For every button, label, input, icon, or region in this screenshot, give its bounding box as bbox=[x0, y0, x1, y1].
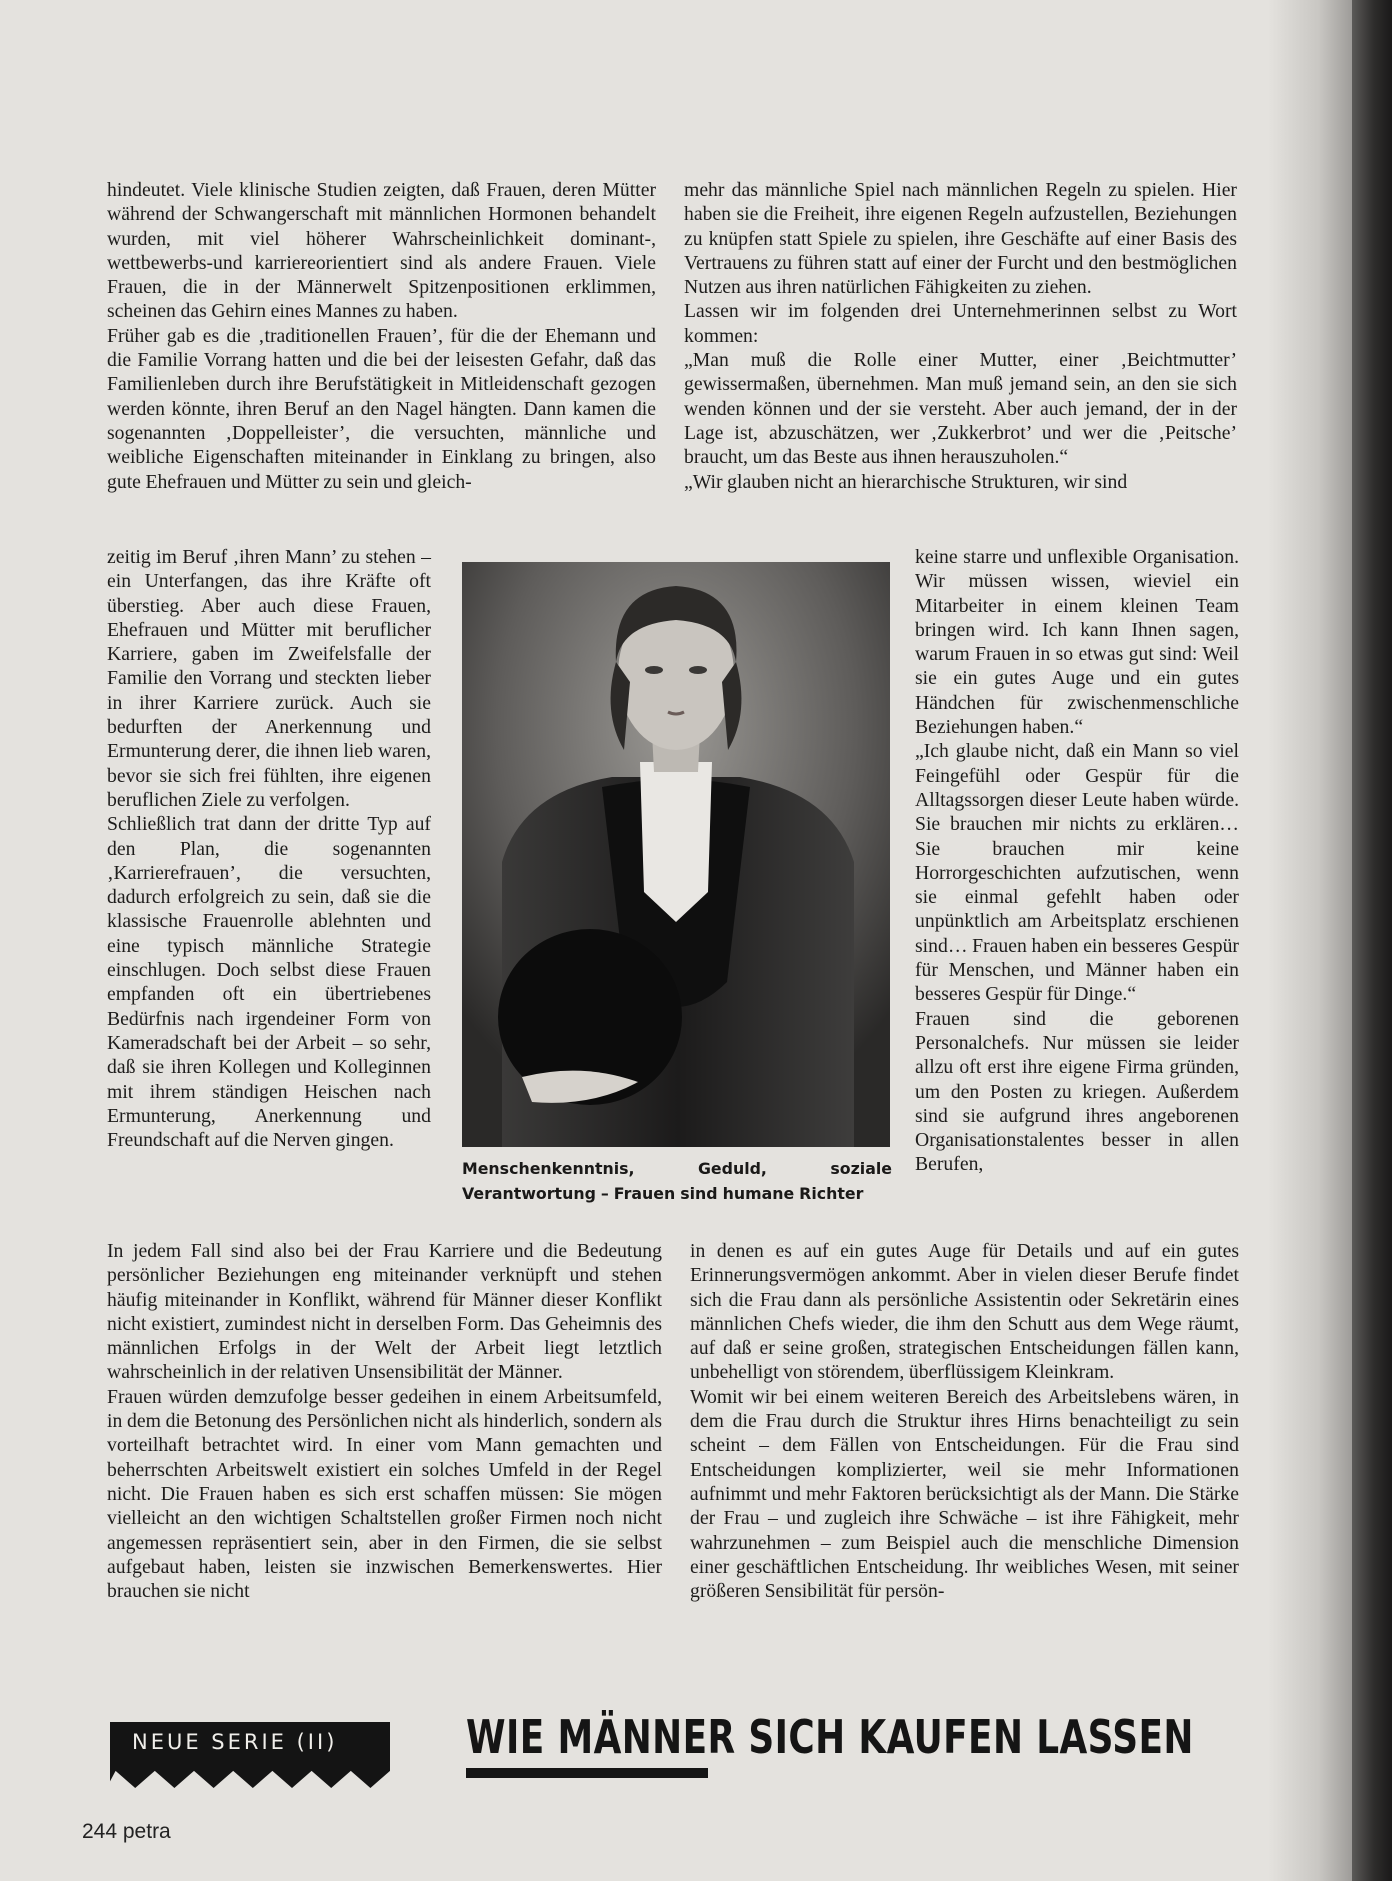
judge-portrait-illustration bbox=[462, 562, 890, 1147]
paragraph: hindeutet. Viele klinische Studien zeigten, daß Frauen, deren Mütter während der Schwangerschaft mit männlichen Hormonen behandelt wurden, mit viel höherer Wahrscheinlichkeit dominant-, wettbewerbs-und karriereorientiert sind als andere Frauen. Viele Frauen, die in der Männerwelt Spitzenpositionen erklimmen, scheinen das Gehirn eines Mannes zu haben. bbox=[107, 179, 656, 323]
paragraph: „Wir glauben nicht an hierarchische Strukturen, wir sind bbox=[684, 470, 1128, 493]
paragraph: „Man muß die Rolle einer Mutter, einer ‚Beichtmutter’ gewissermaßen, übernehmen. Man muß jemand sein, an den sie sich wenden können und der sie versteht. Aber auch jemand, der in der Lage ist, abzuschätzen, wer ‚Zukkerbrot’ und wer die ‚Peitsche’ braucht, um das Beste aus ihnen herauszuholen.“ bbox=[684, 349, 1237, 469]
paragraph: Womit wir bei einem weiteren Bereich des Arbeitslebens wären, in dem die Frau durch die Struktur ihres Hirns benachteiligt zu sein scheint – dem Fällen von Entscheidungen. Für die Frau sind Entscheidungen komplizierter, weil sie mehr Informationen aufnimmt und mehr Faktoren berücksichtigt als der Mann. Die Stärke der Frau – und zugleich ihre Schwäche – ist ihre Fähigkeit, mehr wahrzunehmen – zum Beispiel auch die menschliche Dimension einer geschäftlichen Entscheidung. Ihr weibliches Wesen, mit seiner größeren Sensibilität für persön- bbox=[690, 1385, 1239, 1603]
book-spine bbox=[1352, 0, 1392, 1881]
photo-caption: Menschenkenntnis, Geduld, soziale Verantwortung – Frauen sind humane Richter bbox=[462, 1159, 892, 1203]
portrait-photo bbox=[462, 562, 890, 1147]
show-through-text bbox=[1282, 230, 1342, 1630]
paragraph: mehr das männliche Spiel nach männlichen Regeln zu spielen. Hier haben sie die Freiheit, ihre eigenen Regeln aufzustellen, Beziehungen zu knüpfen statt Spiele zu spielen, ihre Geschäfte auf einer Basis des Vertrauens zu führen statt auf einer der Furcht und den bestmöglichen Nutzen aus ihren natürlichen Fähigkeiten zu ziehen. bbox=[684, 179, 1237, 299]
headline-underline bbox=[466, 1768, 708, 1778]
paragraph: Früher gab es die ‚traditionellen Frauen’, für die der Ehemann und die Familie Vorrang hatten und die bei der leisesten Gefahr, daß das Familienleben durch ihre Berufstätigkeit in Mitleidenschaft gezogen werden könnte, ihren Beruf an den Nagel hängten. Dann kamen die sogenannten ‚Doppelleister’, die versuchten, männliche und weibliche Eigenschaften miteinander in Einklang zu bringen, also gute Ehefrauen und Mütter zu sein und gleich- bbox=[107, 324, 656, 493]
left-column-narrow bbox=[107, 545, 431, 1152]
paragraph: Frauen sind die geborenen Personalchefs. Nur müssen sie leider allzu oft erst ihre eigene Firma gründen, um den Posten zu kriegen. Außerdem sind sie aufgrund ihres angeborenen Organisationstalentes besser in allen Berufen, bbox=[915, 1007, 1239, 1176]
paragraph: keine starre und unflexible Organisation. Wir müssen wissen, wieviel ein Mitarbeiter in einem kleinen Team bringen wird. Ich kann Ihnen sagen, warum Frauen in so etwas gut sind: Weil sie ein gutes Auge und ein gutes Händchen für zwischenmenschliche Beziehungen haben.“ bbox=[915, 546, 1239, 739]
paragraph: in denen es auf ein gutes Auge für Details und auf ein gutes Erinnerungsvermögen ankommt. Aber in vielen dieser Berufe findet sich die Frau dann als persönliche Assistentin oder Sekretärin eines männlichen Chefs wieder, die ihm den Schutt aus dem Wege räumt, auf daß er seine großen, strategischen Entscheidungen fällen kann, unbehelligt von störendem, überflüssigem Kleinkram. bbox=[690, 1240, 1239, 1384]
paragraph: Lassen wir im folgenden drei Unternehmerinnen selbst zu Wort kommen: bbox=[684, 300, 1237, 347]
paragraph: „Ich glaube nicht, daß ein Mann so viel Feingefühl oder Gespür für die Alltagssorgen dieser Leute haben würde. Sie brauchen mir nichts zu erklären… Sie brauchen mir keine Horrorgeschichten aufzutischen, wenn sie einmal gefehlt haben oder unpünktlich am Arbeitsplatz erschienen sind… Frauen haben ein besseres Gespür für Menschen, und Männer haben ein besseres Gespür für Dinge.“ bbox=[915, 740, 1239, 1006]
right-column-top bbox=[684, 178, 1237, 494]
right-column-narrow bbox=[915, 545, 1239, 1177]
left-column-top bbox=[107, 178, 656, 494]
series-headline: WIE MÄNNER SICH KAUFEN LASSEN bbox=[466, 1710, 1194, 1764]
right-column-bottom bbox=[690, 1239, 1239, 1603]
left-column-bottom bbox=[107, 1239, 662, 1603]
paragraph: Schließlich trat dann der dritte Typ auf den Plan, die sogenannten ‚Karrierefrauen’, die versuchten, dadurch erfolgreich zu sein, daß sie die klassische Frauenrolle ablehnten und eine typisch männliche Strategie einschlugen. Doch selbst diese Frauen empfanden oft ein übertriebenes Bedürfnis nach irgendeiner Form von Kameradschaft bei der Arbeit – so sehr, daß sie ihren Kollegen und Kolleginnen mit ihrem ständigen Heischen nach Ermunterung, Anerkennung und Freundschaft auf die Nerven gingen. bbox=[107, 813, 431, 1152]
page-number: 244 petra bbox=[82, 1820, 171, 1843]
paragraph: In jedem Fall sind also bei der Frau Karriere und die Bedeutung persönlicher Beziehungen eng miteinander verknüpft und stehen häufig miteinander in Konflikt, während für Männer dieser Konflikt nicht existiert, zumindest nicht in derselben Form. Das Geheimnis des männlichen Erfolgs in der Welt der Arbeit liegt letztlich wahrscheinlich in der relativen Unsensibilität der Männer. bbox=[107, 1240, 662, 1384]
paragraph: Frauen würden demzufolge besser gedeihen in einem Arbeitsumfeld, in dem die Betonung des Persönlichen nicht als hinderlich, sondern als vorteilhaft betrachtet wird. In einer vom Mann gemachten und beherrschten Arbeitswelt existiert ein solches Umfeld in der Regel nicht. Die Frauen haben es sich erst schaffen müssen: Sie mögen vielleicht an den wichtigen Schaltstellen großer Firmen noch nicht angemessen repräsentiert sein, aber in den Firmen, die sie selbst aufgebaut haben, leisten sie inzwischen Bemerkenswertes. Hier brauchen sie nicht bbox=[107, 1385, 662, 1603]
series-banner-label: NEUE SERIE (II) bbox=[132, 1730, 338, 1754]
paragraph: zeitig im Beruf ‚ihren Mann’ zu stehen – ein Unterfangen, das ihre Kräfte oft überstieg. Aber auch diese Frauen, Ehefrauen und Mütter mit beruflicher Karriere, gaben im Zweifelsfalle der Familie den Vorrang und steckten lieber in ihrer Karriere zurück. Auch sie bedurften der Anerkennung und Ermunterung derer, die ihnen lieb waren, bevor sie sich frei fühlten, ihre eigenen beruflichen Ziele zu verfolgen. bbox=[107, 546, 431, 811]
